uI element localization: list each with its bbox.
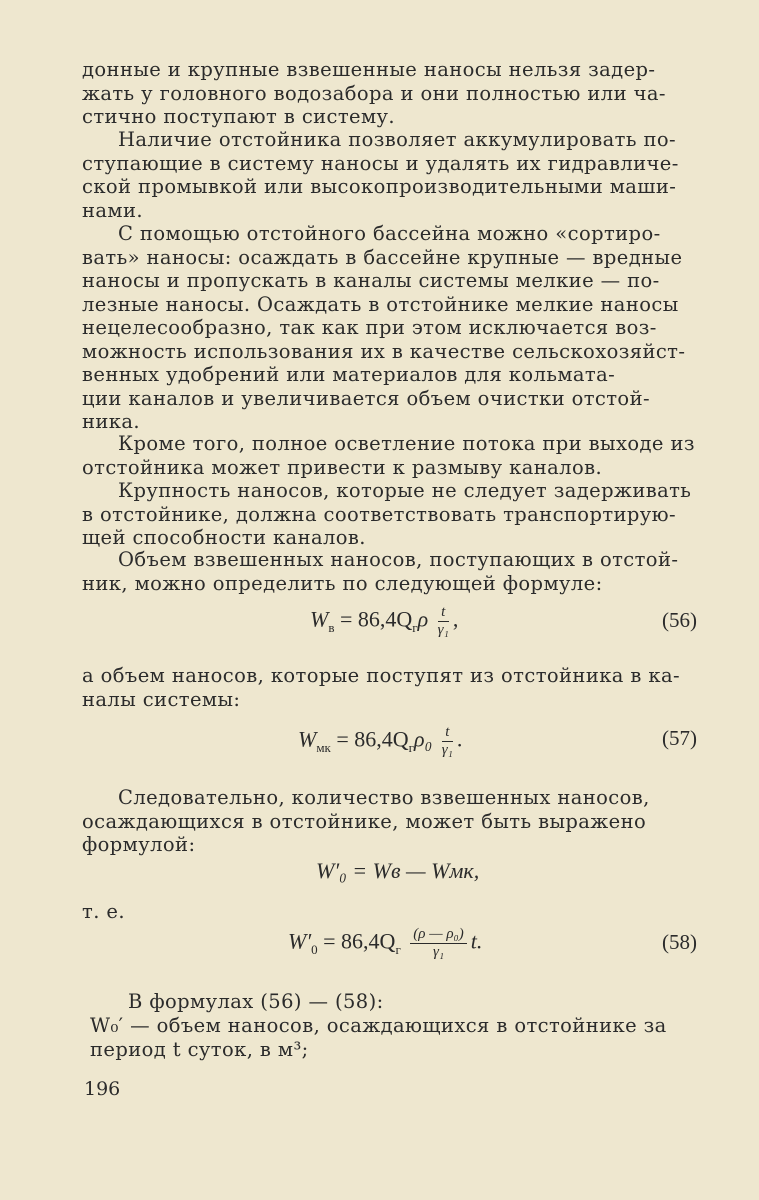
formula-56	[310, 604, 458, 639]
paragraph-4: Кроме того, полное осветление потока при выходе из отстойника может привести к размыву каналов.	[82, 432, 695, 479]
formula-56-tail: ,	[452, 606, 459, 632]
formula-56-num: t	[438, 604, 449, 622]
paragraph-7: а объем наносов, которые поступят из отстойника в ка- налы системы:	[82, 664, 681, 711]
formula-58-num: (ρ — ρ₀)	[410, 926, 466, 944]
formula-56-coef-sub: г	[412, 619, 418, 635]
page-number: 196	[84, 1078, 121, 1100]
formula-57-num: t	[442, 724, 453, 742]
paragraph-5: Крупность наносов, которые не следует задерживать в отстойнике, должна соответствовать транспортирую- щей способности каналов.	[82, 479, 692, 549]
formula-58-lhs-sub: 0	[311, 941, 318, 957]
paragraph-formulas-heading: В формулах (56) — (58):	[128, 990, 384, 1013]
formula-57-tail: .	[456, 726, 463, 752]
formula-58-coef: = 86,4Q	[323, 928, 396, 954]
formula-definition: W′₀ = Wв — Wмк,	[316, 858, 480, 883]
formula-57-den: γ₁	[441, 742, 453, 758]
paragraph-8: Следовательно, количество взвешенных наносов, осаждающихся в отстойнике, может быть выражено формулой:	[82, 786, 650, 856]
formula-57-rho: ρ₀	[414, 726, 433, 752]
formula-56-lhs-sub: в	[328, 619, 335, 635]
formula-57-lhs-sub: мк	[316, 739, 331, 755]
formula-58-coef-sub: г	[395, 941, 401, 957]
formula-58	[288, 926, 482, 961]
formula-58-den: γ₁	[432, 944, 445, 960]
equation-number-57: (57)	[662, 726, 697, 750]
formula-57-coef: = 86,4Q	[336, 726, 409, 752]
paragraph-6: Объем взвешенных наносов, поступающих в отстой- ник, можно определить по следующей формуле:	[82, 548, 679, 595]
paragraph-definition-w0: W₀′ — объем наносов, осаждающихся в отстойнике за период t суток, в м³;	[90, 1014, 667, 1061]
paragraph-ie: т. е.	[82, 900, 125, 923]
formula-58-lhs: W′	[288, 928, 312, 954]
paragraph-3: С помощью отстойного бассейна можно «сортиро- вать» наносы: осаждать в бассейне крупные — вредные наносы и пропускать в каналы системы мелкие — по- лезные наносы. Осаждать в отстойнике мелкие наносы нецелесообразно, так как при этом исключается воз- можность использования их в качестве сельскохозяйст- венных удобрений или материалов для кольмата- ции каналов и увеличивается объем очистки отстой- ника.	[82, 222, 686, 433]
formula-56-coef: = 86,4Q	[339, 606, 413, 632]
paragraph-2: Наличие отстойника позволяет аккумулировать по- ступающие в систему наносы и удалять их гидравличе- ской промывкой или высокопроизводительными маши- нами.	[82, 128, 679, 222]
formula-57	[298, 724, 462, 759]
formula-58-tail: t.	[470, 928, 483, 954]
formula-56-fraction	[438, 604, 449, 639]
paragraph-1: донные и крупные взвешенные наносы нельзя задер- жать у головного водозабора и они полностью или ча- стично поступают в систему.	[82, 58, 666, 128]
formula-57-lhs: W	[298, 726, 317, 752]
equation-number-56: (56)	[662, 608, 697, 632]
formula-57-coef-sub: г	[408, 739, 415, 755]
formula-56-lhs: W	[310, 606, 329, 632]
equation-number-58: (58)	[662, 930, 697, 954]
formula-58-fraction	[410, 926, 466, 961]
formula-57-fraction	[442, 724, 453, 759]
formula-56-rho: ρ	[417, 606, 429, 632]
formula-56-den: γ₁	[437, 622, 449, 638]
